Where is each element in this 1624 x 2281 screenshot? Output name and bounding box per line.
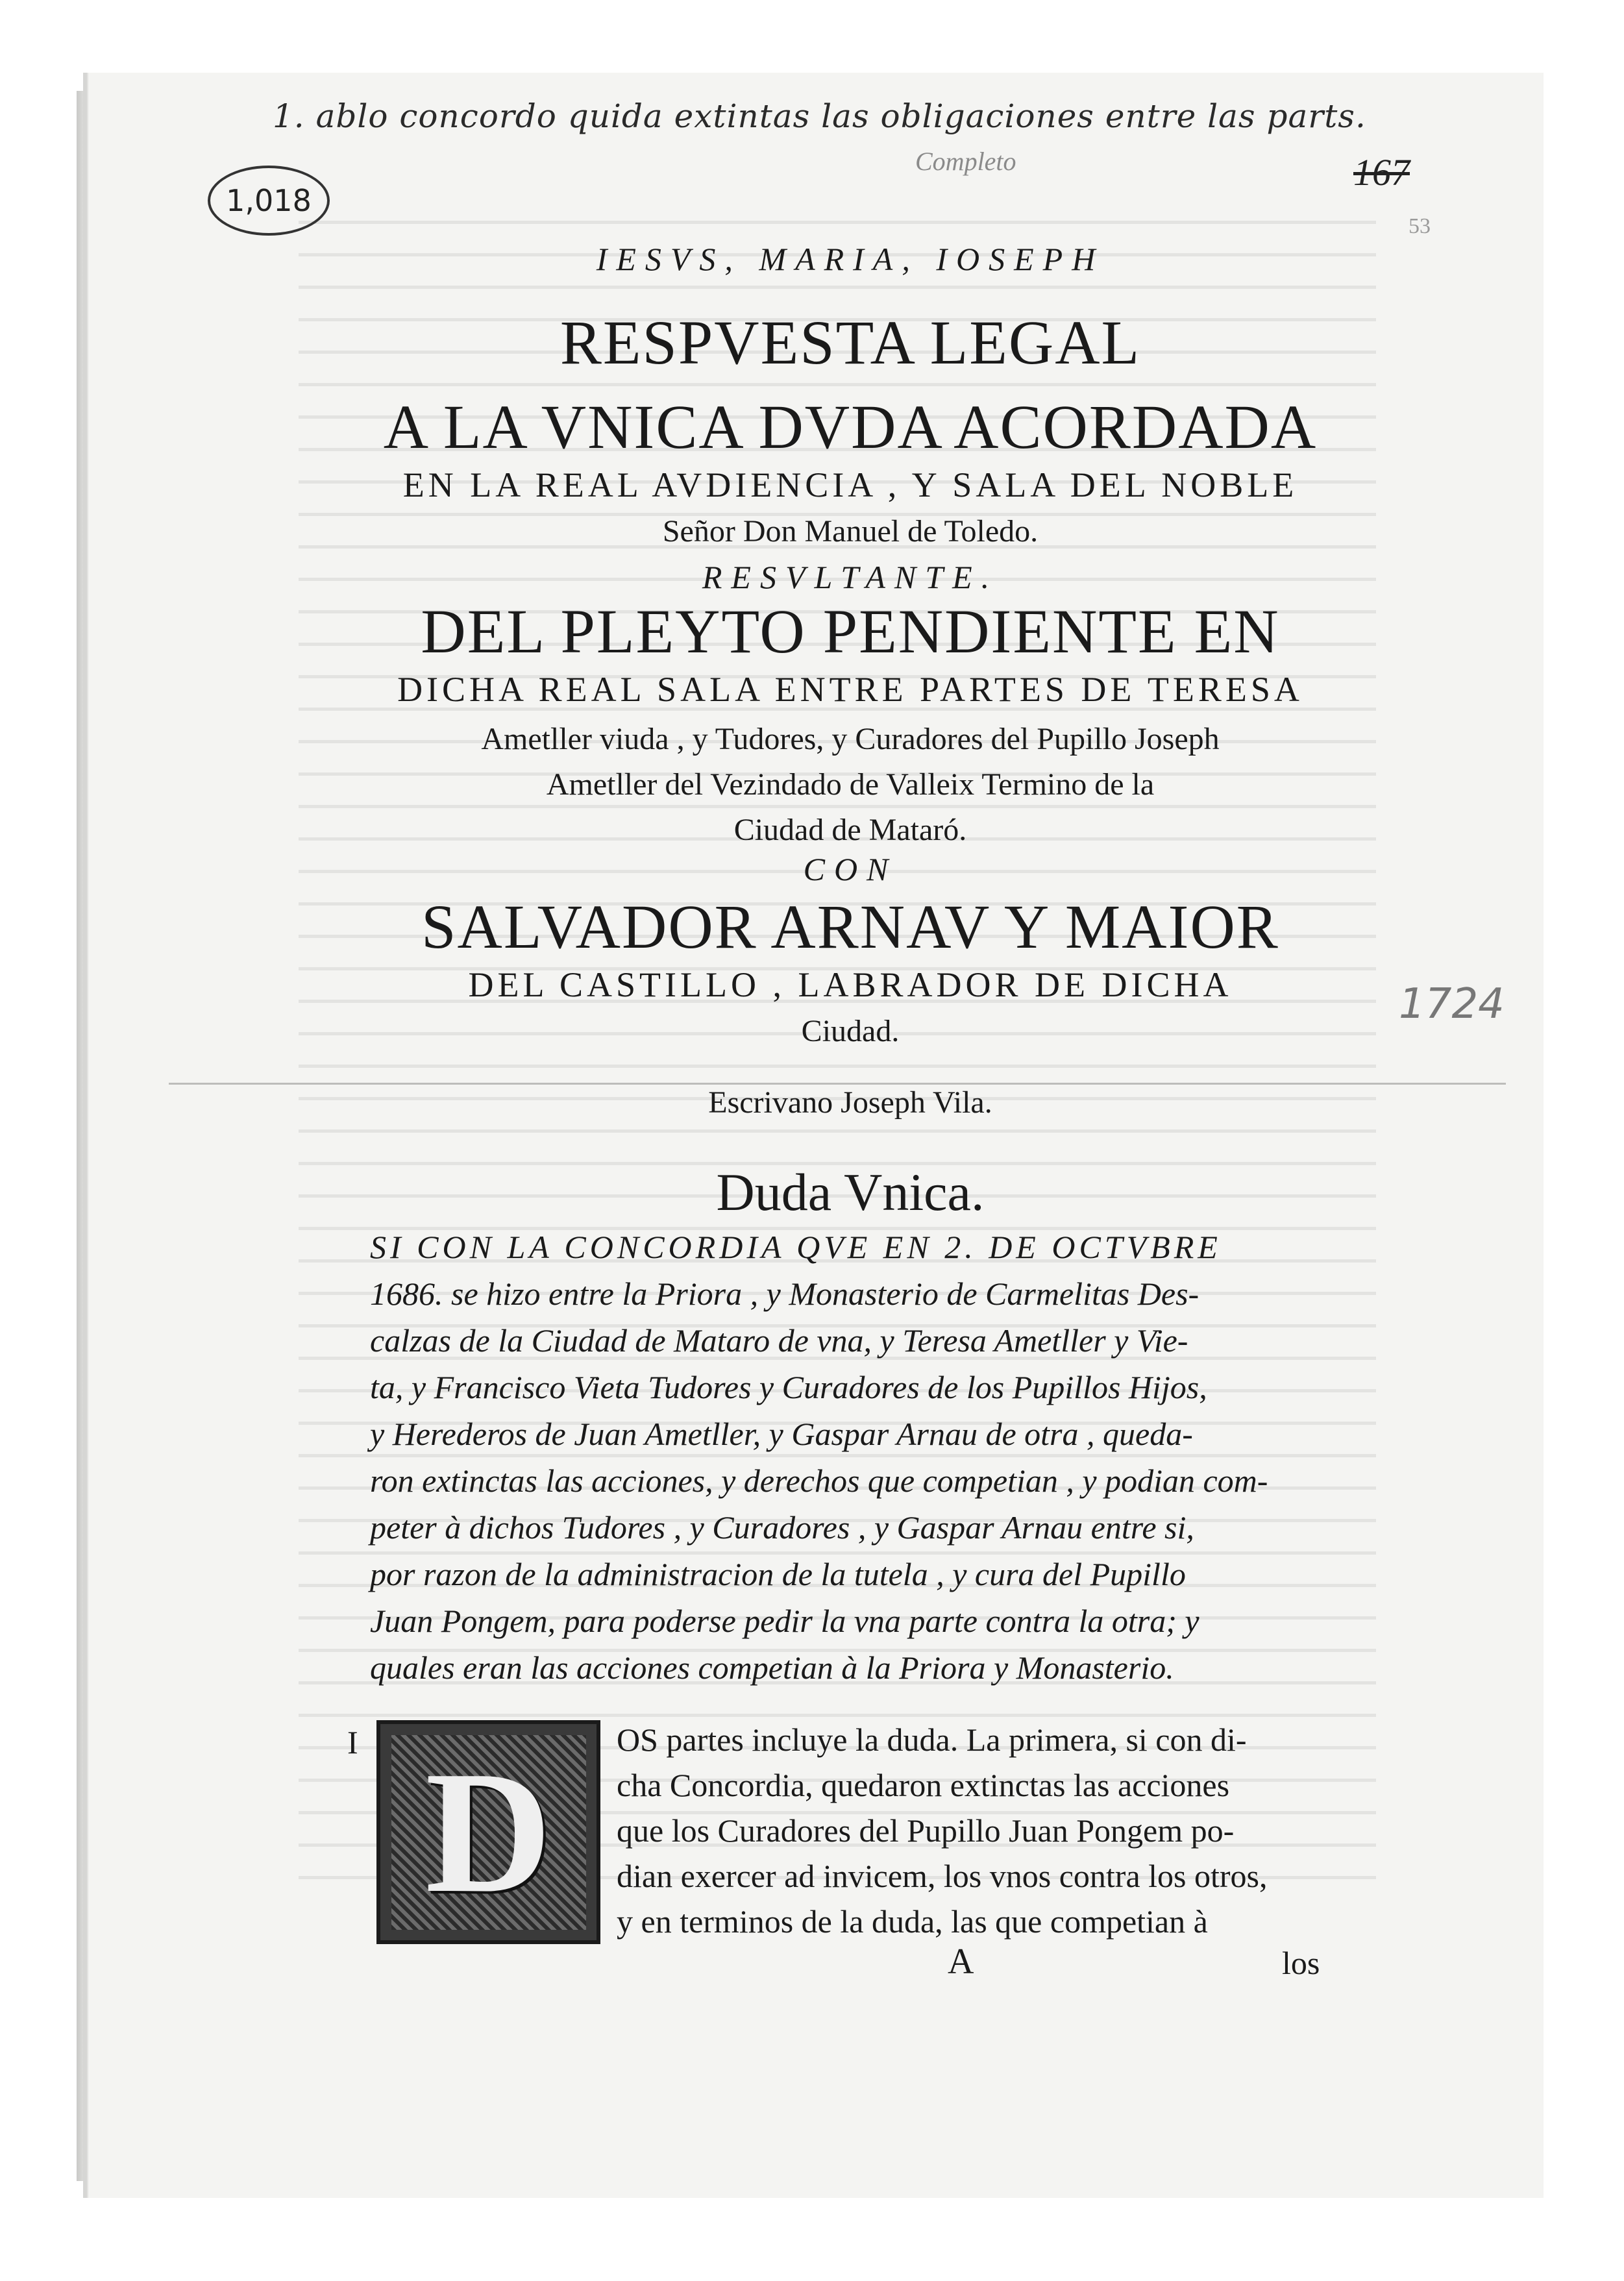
stamp-number: 1,018 <box>226 183 312 218</box>
pleyto-line-1: DEL PLEYTO PENDIENTE EN <box>421 597 1280 666</box>
pleyto-line-3: Ametller viuda , y Tudores, y Curadores del Pupillo Joseph <box>481 722 1220 756</box>
party-line-1: SALVADOR ARNAV Y MAIOR <box>421 892 1279 961</box>
question-line: quales eran las acciones competian à la Priora y Monasterio. <box>370 1649 1174 1686</box>
question-text <box>370 1224 1363 1691</box>
pleyto-line-5: Ciudad de Mataró. <box>733 813 967 847</box>
invocation: IESVS, MARIA, IOSEPH <box>596 241 1105 277</box>
question-line: SI CON LA CONCORDIA QVE EN 2. DE OCTVBRE <box>370 1229 1222 1265</box>
signature-mark: A <box>948 1942 974 1982</box>
page-fold-line <box>169 1083 1506 1085</box>
pleyto-line-4: Ametller del Vezindado de Valleix Termino de la <box>546 767 1155 802</box>
page-number: 167 <box>1353 151 1410 193</box>
paragraph-number: I <box>347 1724 358 1760</box>
question-line: peter à dichos Tudores , y Curadores , y Gaspar Arnau entre si, <box>370 1509 1194 1546</box>
resultante: RESVLTANTE. <box>702 559 999 595</box>
question-line: calzas de la Ciudad de Mataro de vna, y Teresa Ametller y Vie- <box>370 1322 1188 1359</box>
decorated-initial <box>376 1720 600 1944</box>
margin-year: 1724 <box>1399 980 1505 1028</box>
completo-note: Completo <box>915 147 1016 176</box>
title-line-4: Señor Don Manuel de Toledo. <box>662 514 1039 549</box>
question-line: ron extinctas las acciones, y derechos que competian , y podian com- <box>370 1462 1268 1499</box>
pleyto-line-2: DICHA REAL SALA ENTRE PARTES DE TERESA <box>397 670 1303 709</box>
question-line: 1686. se hizo entre la Priora , y Monasterio de Carmelitas Des- <box>370 1276 1200 1312</box>
question-line: Juan Pongem, para poderse pedir la vna parte contra la otra; y <box>370 1603 1200 1639</box>
con-label: CON <box>803 851 898 887</box>
small-number: 53 <box>1409 214 1431 238</box>
body-line: cha Concordia, quedaron extinctas las acciones <box>617 1767 1230 1803</box>
body-line: que los Curadores del Pupillo Juan Pongem po- <box>617 1812 1235 1849</box>
party-line-3: Ciudad. <box>801 1014 900 1048</box>
body-line: OS partes incluye la duda. La primera, si con di- <box>617 1721 1247 1758</box>
body-paragraph <box>617 1717 1363 1944</box>
duda-title: Duda Vnica. <box>716 1163 985 1222</box>
title-line-3: EN LA REAL AVDIENCIA , Y SALA DEL NOBLE <box>402 465 1298 504</box>
archive-stamp <box>208 166 330 236</box>
initial-letter: D <box>391 1735 586 1930</box>
title-line-1: RESPVESTA LEGAL <box>560 308 1141 377</box>
body-line: dian exercer ad invicem, los vnos contra los otros, <box>617 1858 1268 1894</box>
question-line: y Herederos de Juan Ametller, y Gaspar Arnau de otra , queda- <box>370 1416 1193 1452</box>
catchword: los <box>1282 1945 1320 1981</box>
escrivano: Escrivano Joseph Vila. <box>708 1085 992 1120</box>
handwritten-note: 1. ablo concordo quida extintas las obligaciones entre las parts. <box>273 97 1366 135</box>
question-line: ta, y Francisco Vieta Tudores y Curadores de los Pupillos Hijos, <box>370 1369 1207 1405</box>
title-line-2: A LA VNICA DVDA ACORDADA <box>383 392 1318 462</box>
body-line: y en terminos de la duda, las que competian à <box>617 1903 1208 1940</box>
question-line: por razon de la administracion de la tutela , y cura del Pupillo <box>370 1556 1186 1592</box>
party-line-2: DEL CASTILLO , LABRADOR DE DICHA <box>468 965 1233 1004</box>
